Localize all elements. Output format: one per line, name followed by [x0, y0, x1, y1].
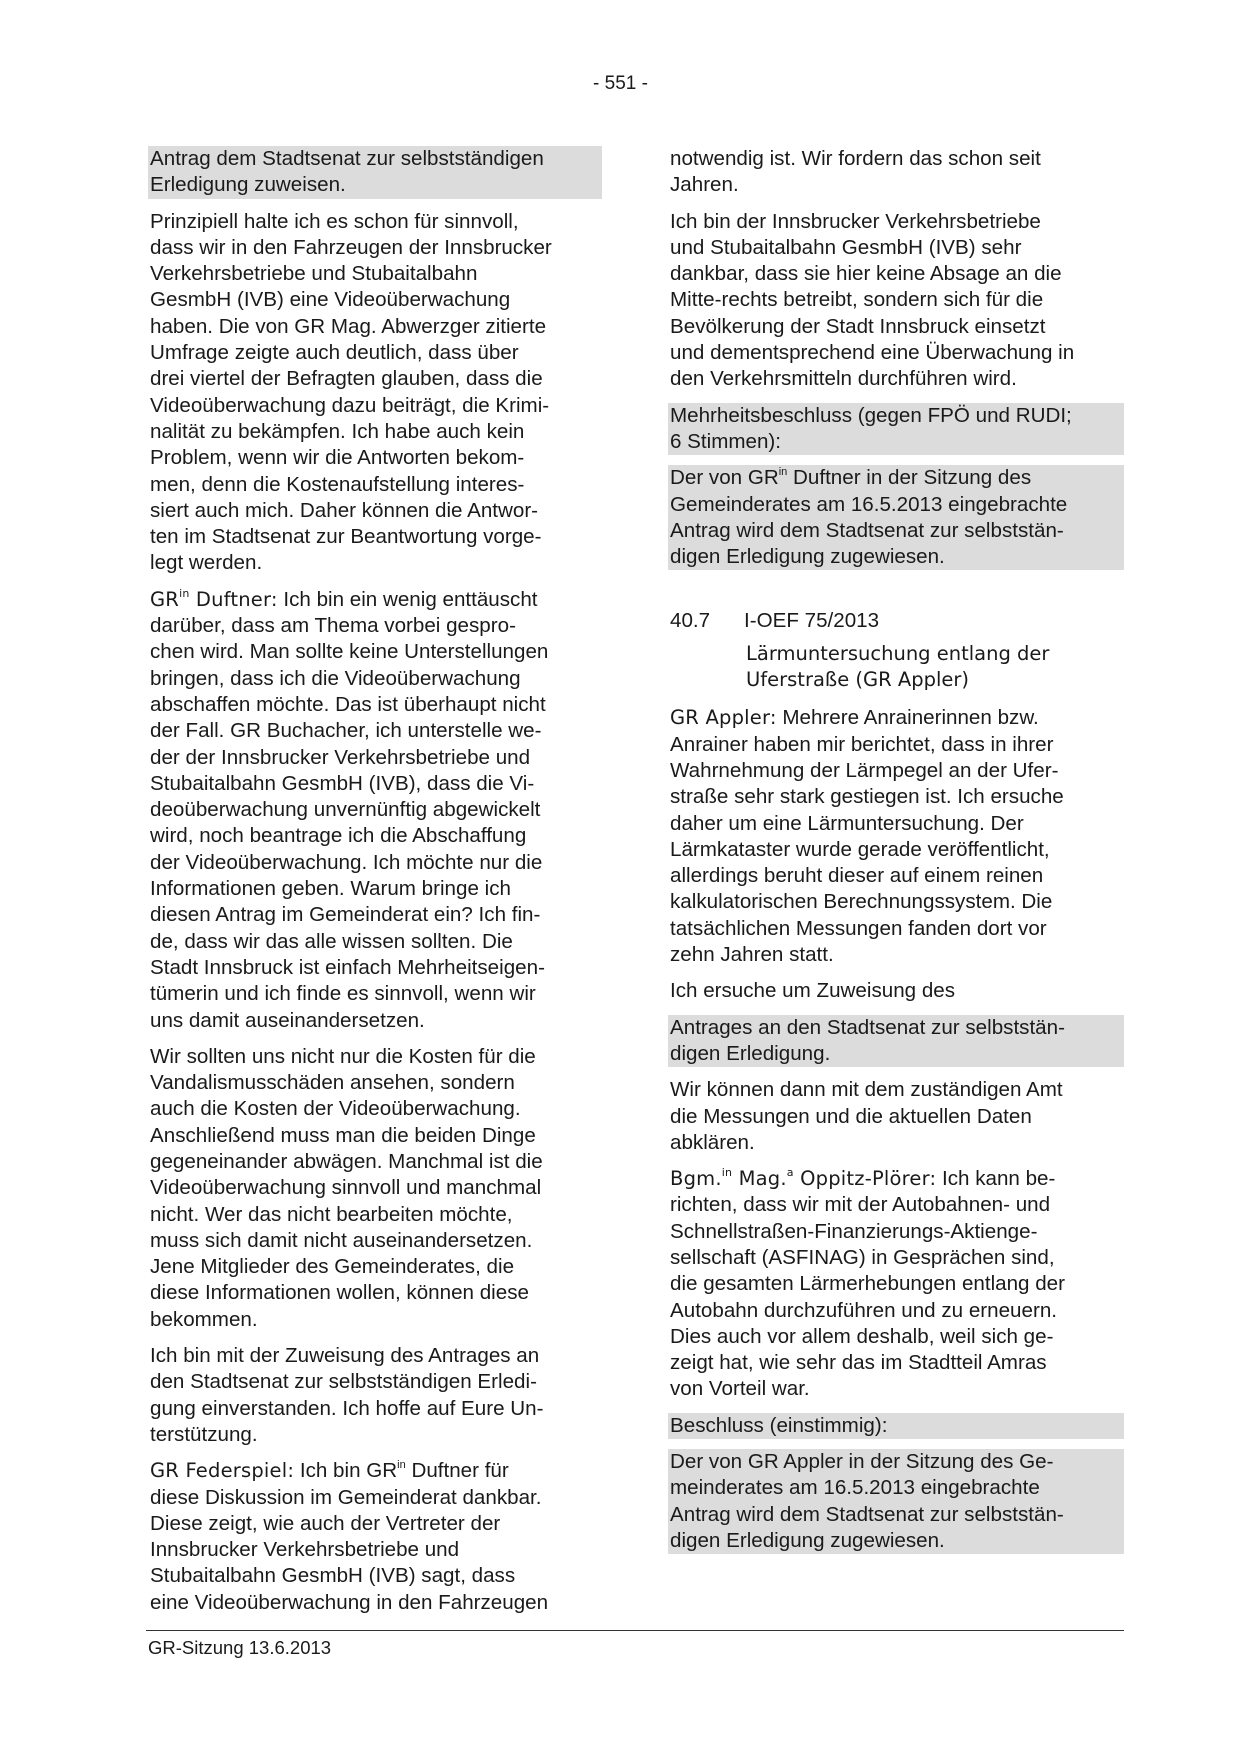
- motion-paragraph: Antrag dem Stadtsenat zur selbstständigen Erledigung zuweisen.: [148, 146, 602, 199]
- resolution-header: Beschluss (einstimmig):: [668, 1413, 1124, 1439]
- speaker-paragraph: GR Appler: Mehrere Anrainerinnen bzw. Anrainer haben mir berichtet, dass in ihrer Wahrnehmung der Lärmpegel an der Ufer- straße sehr stark gestiegen ist. Ich ersuche daher um eine Lärmuntersuchung. Der Lärmkataster wurde gerade veröffentlicht, allerdings beruht dieser auf einem reinen kalkulatorischen Berechnungssystem. Die tatsächlichen Messungen fanden dort vor zehn Jahren statt.: [670, 706, 1064, 967]
- speaker-name: GR Federspiel:: [150, 1459, 295, 1483]
- agenda-item-number: 40.7: [670, 609, 711, 633]
- footer-divider: [146, 1630, 1124, 1631]
- speaker-paragraph: $GR^{in}$ Duftner: Ich bin ein wenig enttäuscht darüber, dass am Thema vorbei gespro- chen wird. Man sollte keine Unterstellungen bringen, dass ich die Videoüberwachung abschaffen möchte. Das ist überhaupt nicht der Fall. GR Buchacher, ich unterstelle we- der der Innsbrucker Verkehrsbetriebe und Stubaitalbahn GesmbH (IVB), dass die Vi- deoüberwachung unvernünftig abgewickelt wird, noch beantrage ich die Abschaffung der Videoüberwachung. Ich möchte nur die Informationen geben. Warum bringe ich diesen Antrag im Gemeinderat ein? Ich fin- de, dass wir das alle wissen sollten. Die Stadt Innsbruck ist einfach Mehrheitseigen- tümerin und ich finde es sinnvoll, wenn wir uns damit auseinandersetzen.: [150, 586, 549, 1032]
- motion-paragraph: Antrages an den Stadtsenat zur selbststän- digen Erledigung.: [668, 1015, 1124, 1068]
- decision-text-duftner: Der von $GR^{in}$ Duftner in der Sitzung des Gemeinderates am 16.5.2013 eingebrachte Antrag wird dem Stadtsenat zur selbststän- digen Erledigung zugewiesen.: [668, 465, 1124, 570]
- footer-meeting-date: GR-Sitzung 13.6.2013: [148, 1637, 332, 1658]
- agenda-item-code: I-OEF 75/2013: [744, 609, 880, 633]
- speaker-paragraph: GR Federspiel: Ich bin $GR^{in}$ Duftner für diese Diskussion im Gemeinderat dankbar. Diese zeigt, wie auch der Vertreter der Innsbrucker Verkehrsbetriebe und Stubaitalbahn GesmbH (IVB) sagt, dass eine Videoüberwachung in den Fahrzeugen: [150, 1459, 549, 1614]
- text-paragraph: Wir können dann mit dem zuständigen Amt die Messungen und die aktuellen Daten abklären.: [670, 1078, 1063, 1154]
- text-paragraph: Ich ersuche um Zuweisung des: [670, 979, 956, 1003]
- right-column-top: [668, 146, 1124, 455]
- mayor-statement: Bgm.$^{in}$ Mag.$^a$ Oppitz-Plörer: Ich kann be- richten, dass wir mit der Autobahnen- und Schnellstraßen-Finanzierungs-Aktienge- sellschaft (ASFINAG) in Gesprächen sind, die gesamten Lärmerhebungen entlang der Autobahn durchzuführen und zu erneuern. Dies auch vor allem deshalb, weil sich ge- zeigt hat, wie sehr das im Stadtteil Amras von Vorteil war.: [670, 1166, 1065, 1401]
- speaker-name: GR Appler:: [670, 706, 777, 730]
- text-paragraph: Wir sollten uns nicht nur die Kosten für die Vandalismusschäden ansehen, sondern auch die Kosten der Videoüberwachung. Anschließend muss man die beiden Dinge gegeneinander abwägen. Manchmal ist die Videoüberwachung sinnvoll und manchmal nicht. Wer das nicht bearbeiten möchte, muss sich damit nicht auseinandersetzen. Jene Mitglieder des Gemeinderates, die diese Informationen wollen, können diese bekommen.: [150, 1044, 543, 1331]
- motion-paragraph: Mehrheitsbeschluss (gegen FPÖ und RUDI; 6 Stimmen):: [668, 403, 1124, 456]
- text-paragraph: Prinzipiell halte ich es schon für sinnvoll, dass wir in den Fahrzeugen der Innsbrucker Verkehrsbetriebe und Stubaitalbahn GesmbH (IVB) eine Videoüberwachung haben. Die von GR Mag. Abwerzger zitierte Umfrage zeigte auch deutlich, dass über drei viertel der Befragten glauben, dass die Videoüberwachung dazu beiträgt, die Krimi- nalität zu bekämpfen. Ich habe auch kein Problem, wenn wir die Antworten bekom- men, denn die Kostenaufstellung interes- siert auch mich. Daher können die Antwor- ten im Stadtsenat zur Beantwortung vorge- legt werden.: [150, 209, 552, 575]
- agenda-item-header: [668, 608, 1124, 634]
- page-number: - 551 -: [593, 73, 648, 94]
- speaker-name: $GR^{in}$ Duftner:: [150, 586, 278, 611]
- right-column: [668, 146, 1124, 1564]
- agenda-item-title: Lärmuntersuchung entlang der Uferstraße (GR Appler): [746, 641, 1050, 692]
- text-paragraph: Ich bin der Innsbrucker Verkehrsbetriebe und Stubaitalbahn GesmbH (IVB) sehr dankbar, dass sie hier keine Absage an die Mitte-rechts betreibt, sondern sich für die Bevölkerung der Stadt Innsbruck einsetzt und dementsprechend eine Überwachung in den Verkehrsmitteln durchführen wird.: [670, 209, 1075, 391]
- right-column-after-item: [668, 705, 1124, 1156]
- text-paragraph: Ich bin mit der Zuweisung des Antrages an den Stadtsenat zur selbstständigen Erledi- gung einverstanden. Ich hoffe auf Eure Un- terstützung.: [150, 1344, 544, 1446]
- speaker-name: Bgm.$^{in}$ Mag.$^a$ Oppitz-Plörer:: [670, 1166, 937, 1191]
- text-paragraph: notwendig ist. Wir fordern das schon seit Jahren.: [670, 147, 1041, 197]
- decision-text-appler: Der von GR Appler in der Sitzung des Ge- meinderates am 16.5.2013 eingebrachte Antrag wird dem Stadtsenat zur selbststän- digen Erledigung zugewiesen.: [668, 1449, 1124, 1554]
- left-column: [148, 146, 602, 1626]
